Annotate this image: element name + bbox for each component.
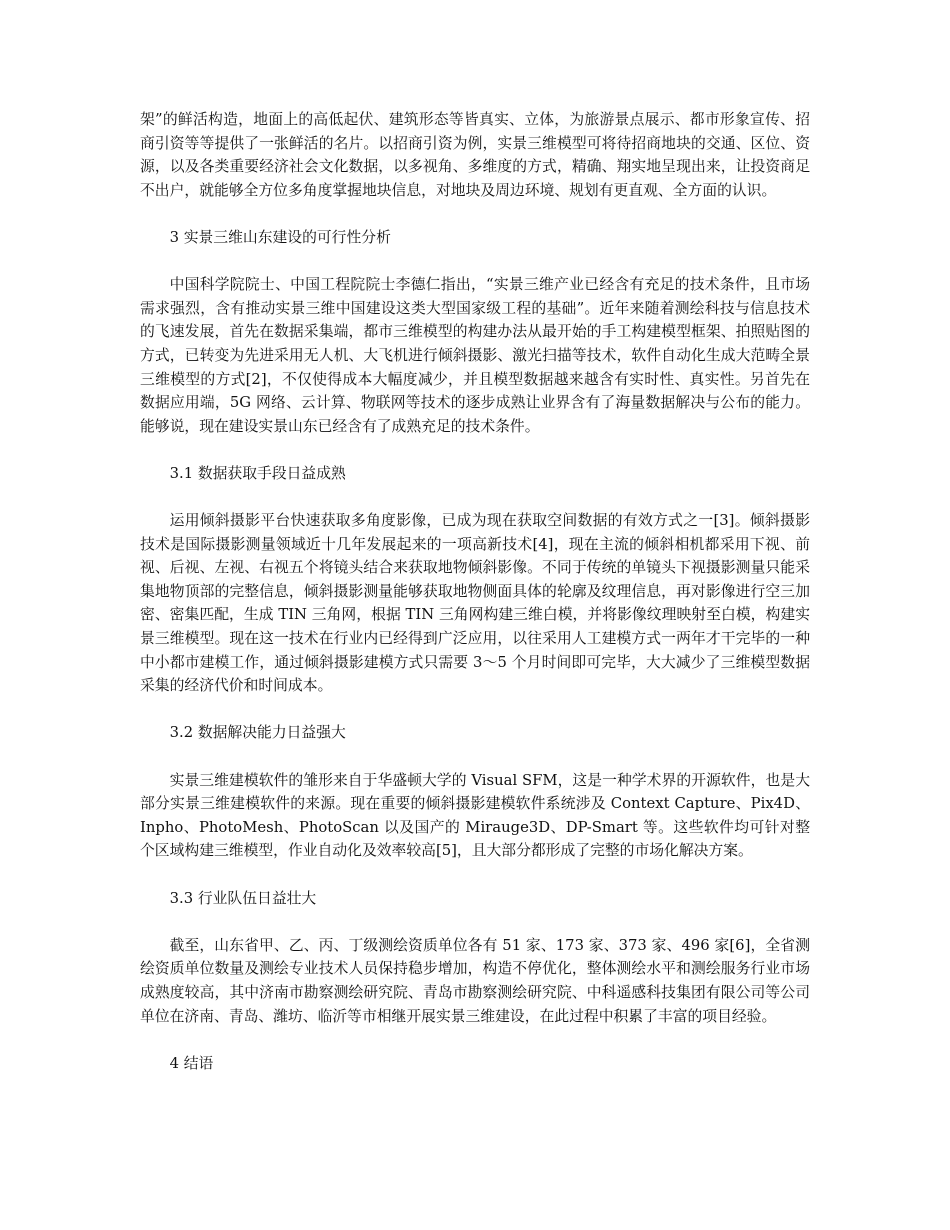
document-page — [140, 108, 810, 1075]
section-heading-3-2: 3.2 数据解决能力日益强大 — [169, 724, 346, 742]
paragraph-intro-continuation: 架”的鲜活构造，地面上的高低起伏、建筑形态等皆真实、立体，为旅游景点展示、都市形象宣传、招商引资等等提供了一张鲜活的名片。以招商引资为例，实景三维模型可将待招商地块的交通、区位、资源，以及各类重要经济社会文化数据，以多视角、多维度的方式，精确、翔实地呈现出来，让投资商足不出户，就能够全方位多角度掌握地块信息，对地块及周边环境、规划有更直观、全方面的认识。 — [140, 111, 810, 199]
paragraph-data-acquisition: 运用倾斜摄影平台快速获取多角度影像，已成为现在获取空间数据的有效方式之一[3]。倾斜摄影技术是国际摄影测量领域近十几年发展起来的一项高新技术[4]，现在主流的倾斜相机都采用下视、前视、后视、左视、右视五个将镜头结合来获取地物倾斜影像。不同于传统的单镜头下视摄影测量只能采集地物顶部的完整信息，倾斜摄影测量能够获取地物侧面具体的轮廓及纹理信息，再对影像进行空三加密、密集匹配，生成 TIN 三角网，根据 TIN 三角网构建三维白模，并将影像纹理映射至白模，构建实景三维模型。现在这一技术在行业内已经得到广泛应用，以往采用人工建模方式一两年才干完毕的一种中小都市建模工作，通过倾斜摄影建模方式只需要 3～5 个月时间即可完毕，大大减少了三维模型数据采集的经济代价和时间成本。 — [140, 512, 810, 695]
paragraph-feasibility: 中国科学院院士、中国工程院院士李德仁指出，“实景三维产业已经含有充足的技术条件，且市场需求强烈，含有推动实景三维中国建设这类大型国家级工程的基础”。近年来随着测绘科技与信息技术的飞速发展，首先在数据采集端，都市三维模型的构建办法从最开始的手工构建模型框架、拍照贴图的方式，已转变为先进采用无人机、大飞机进行倾斜摄影、激光扫描等技术，软件自动化生成大范畴全景三维模型的方式[2]，不仅使得成本大幅度减少，并且模型数据越来越含有实时性、真实性。另首先在数据应用端，5G 网络、云计算、物联网等技术的逐步成熟让业界含有了海量数据解决与公布的能力。能够说，现在建设实景山东已经含有了成熟充足的技术条件。 — [140, 276, 810, 435]
section-heading-4: 4 结语 — [169, 1054, 214, 1072]
section-heading-3-1: 3.1 数据获取手段日益成熟 — [169, 464, 346, 482]
paragraph-data-processing: 实景三维建模软件的雏形来自于华盛顿大学的 Visual SFM，这是一种学术界的开源软件，也是大部分实景三维建模软件的来源。现在重要的倾斜摄影建模软件系统涉及 Context Capture、Pix4D、Inpho、PhotoMesh、PhotoScan 以及国产的 Mirauge3D、DP-Smart 等。这些软件均可针对整个区域构建三维模型，作业自动化及效率较高[5]，且大部分都形成了完整的市场化解决方案。 — [140, 771, 810, 860]
paragraph-industry-team: 截至，山东省甲、乙、丙、丁级测绘资质单位各有 51 家、173 家、373 家、496 家[6]，全省测绘资质单位数量及测绘专业技术人员保持稳步增加，构造不停优化，整体测绘水平和测绘服务行业市场成熟度较高，其中济南市勘察测绘研究院、青岛市勘察测绘研究院、中科遥感科技集团有限公司等公司单位在济南、青岛、潍坊、临沂等市相继开展实景三维建设，在此过程中积累了丰富的项目经验。 — [140, 936, 810, 1025]
section-heading-3: 3 实景三维山东建设的可行性分析 — [169, 228, 391, 246]
section-heading-3-3: 3.3 行业队伍日益壮大 — [169, 889, 317, 907]
